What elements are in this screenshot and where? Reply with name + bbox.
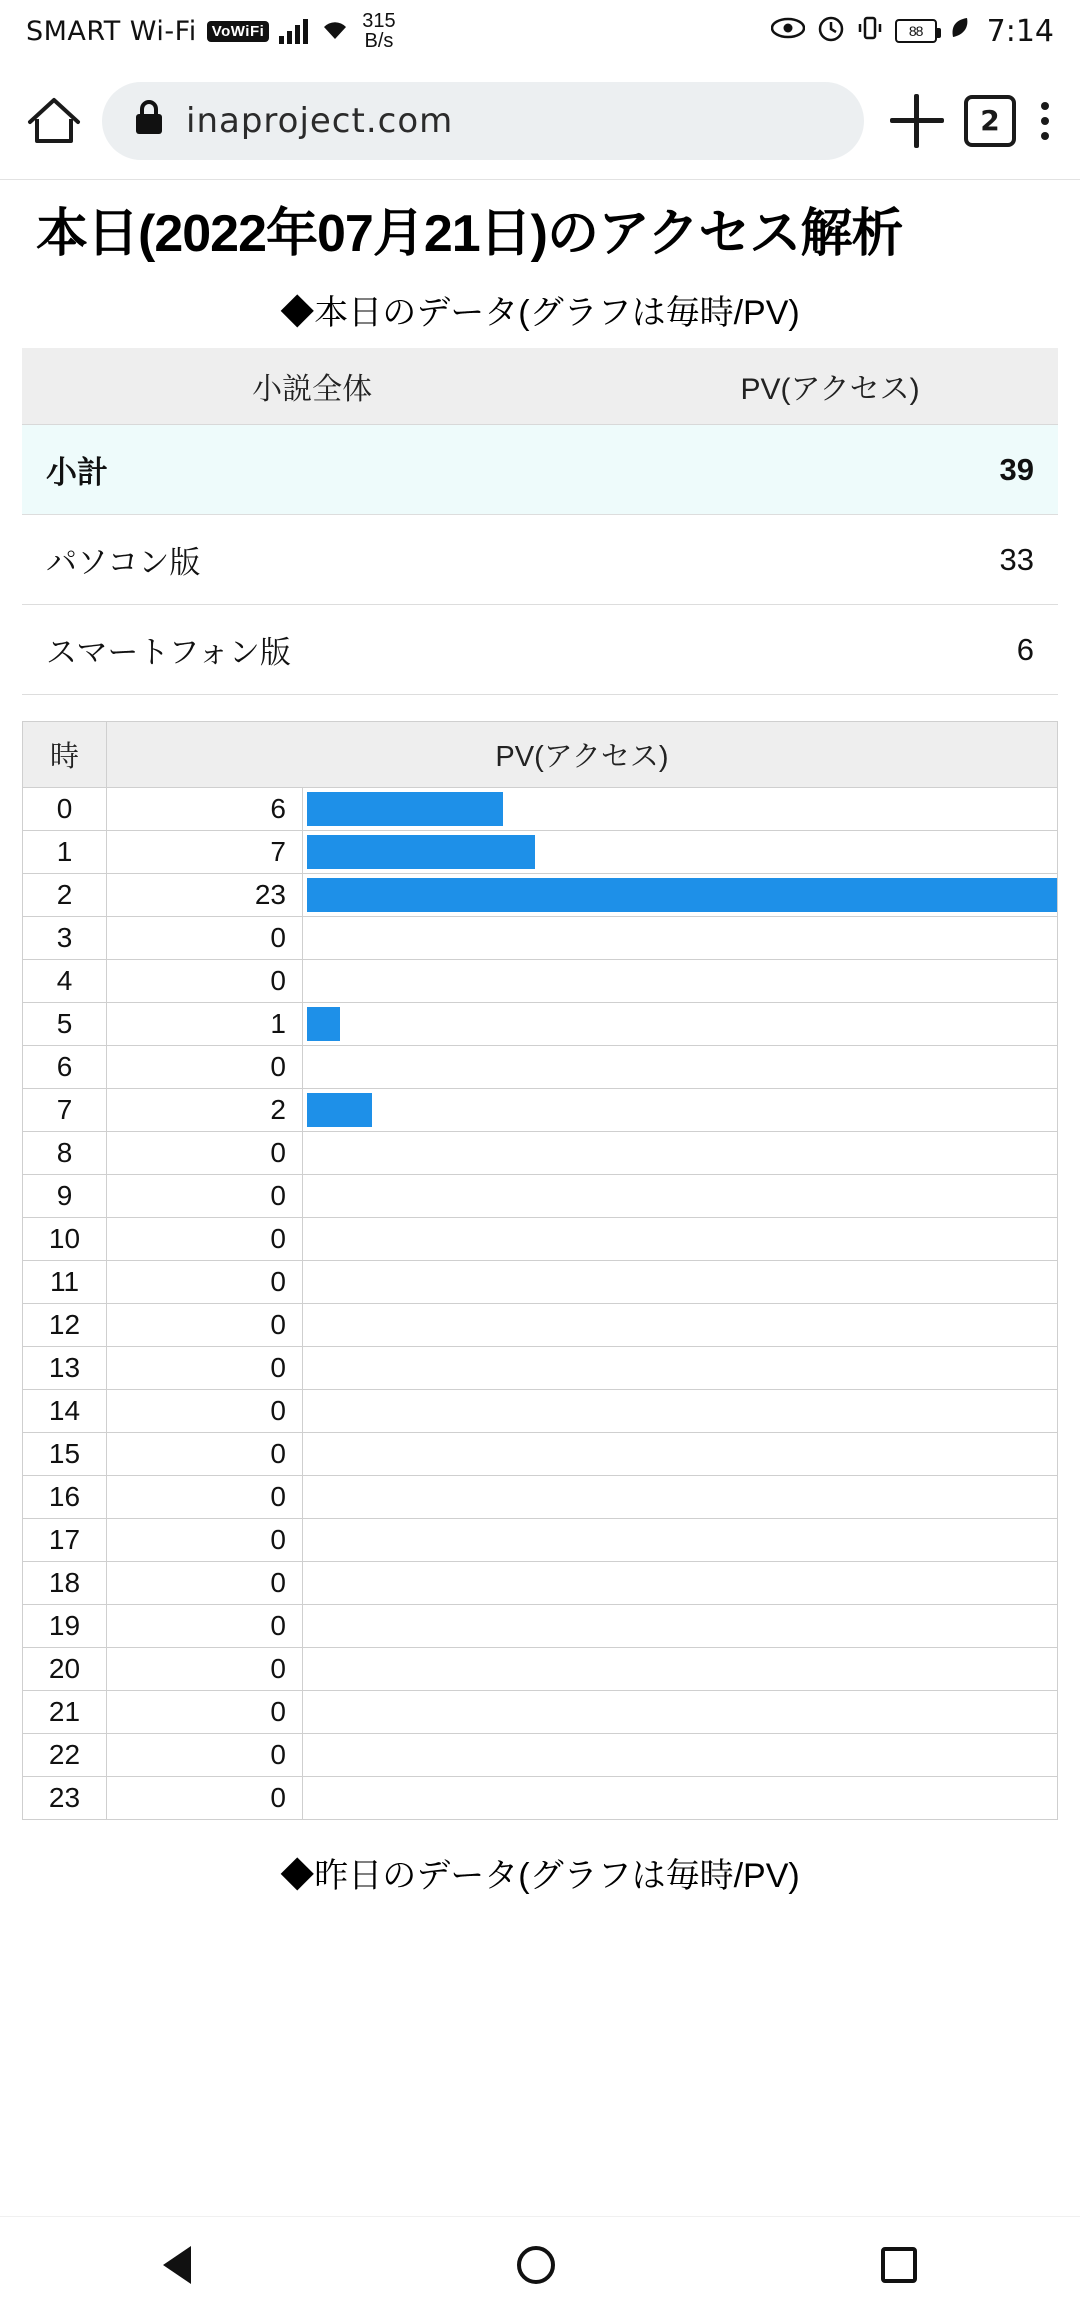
clock: 7:14: [986, 13, 1054, 49]
table-row: [23, 1519, 1058, 1562]
url-text[interactable]: inaproject.com: [186, 100, 454, 141]
hour-cell: 2: [23, 874, 107, 917]
hour-cell: 12: [23, 1304, 107, 1347]
pv-bar-cell: [303, 917, 1058, 960]
summary-row-value: 33: [602, 515, 1058, 605]
table-row: [23, 1304, 1058, 1347]
table-row: [23, 1734, 1058, 1777]
hour-cell: 16: [23, 1476, 107, 1519]
pv-bar-cell: [303, 1347, 1058, 1390]
pv-bar-cell: [303, 1648, 1058, 1691]
summary-table-header-row: [22, 348, 1058, 425]
summary-table-body: [22, 425, 1058, 695]
table-row: [23, 1175, 1058, 1218]
summary-row-label: スマートフォン版: [22, 605, 602, 695]
table-row: [22, 515, 1058, 605]
table-row: [23, 1046, 1058, 1089]
pv-value-cell: 1: [107, 1003, 303, 1046]
table-row: [23, 1648, 1058, 1691]
pv-bar: [307, 1093, 372, 1127]
network-speed: [362, 11, 395, 51]
hour-cell: 23: [23, 1777, 107, 1820]
summary-row-value: 39: [602, 425, 1058, 515]
battery-level: 88: [908, 23, 923, 39]
summary-header-value: PV(アクセス): [602, 348, 1058, 425]
pv-bar-cell: [303, 1691, 1058, 1734]
hour-cell: 1: [23, 831, 107, 874]
network-speed-unit: B/s: [364, 30, 394, 52]
vowifi-badge: VoWiFi: [207, 21, 270, 42]
table-row: [23, 1347, 1058, 1390]
hour-cell: 5: [23, 1003, 107, 1046]
wifi-icon: [318, 15, 352, 48]
pv-value-cell: 6: [107, 788, 303, 831]
pv-value-cell: 0: [107, 1734, 303, 1777]
table-row: [23, 1089, 1058, 1132]
system-navigation-bar: [0, 2216, 1080, 2312]
hour-cell: 20: [23, 1648, 107, 1691]
pv-bar-cell: [303, 874, 1058, 917]
table-row: [23, 831, 1058, 874]
page-title: 本日(2022年07月21日)のアクセス解析: [36, 205, 903, 263]
table-row: [23, 1390, 1058, 1433]
pv-value-cell: 0: [107, 1304, 303, 1347]
pv-value-cell: 0: [107, 1691, 303, 1734]
table-row: [23, 874, 1058, 917]
summary-table: [22, 348, 1058, 695]
table-row: [23, 1562, 1058, 1605]
pv-bar-cell: [303, 1734, 1058, 1777]
hour-cell: 4: [23, 960, 107, 1003]
table-row: [23, 1691, 1058, 1734]
network-speed-value: 315: [362, 10, 396, 32]
table-row: [23, 1003, 1058, 1046]
new-tab-button[interactable]: [890, 94, 944, 148]
table-row: [22, 425, 1058, 515]
pv-bar-cell: [303, 1132, 1058, 1175]
hour-cell: 10: [23, 1218, 107, 1261]
hourly-header-pv: PV(アクセス): [107, 722, 1058, 788]
table-row: [23, 788, 1058, 831]
pv-value-cell: 0: [107, 960, 303, 1003]
pv-bar-cell: [303, 1089, 1058, 1132]
hour-cell: 14: [23, 1390, 107, 1433]
pv-value-cell: 0: [107, 1132, 303, 1175]
hour-cell: 8: [23, 1132, 107, 1175]
leaf-icon: [949, 15, 971, 48]
back-icon[interactable]: [163, 2246, 191, 2284]
pv-bar: [307, 878, 1057, 912]
lock-icon: [132, 98, 166, 143]
pv-bar: [307, 792, 503, 826]
hour-cell: 0: [23, 788, 107, 831]
pv-bar-cell: [303, 1261, 1058, 1304]
status-bar-left: [26, 11, 771, 51]
eye-icon: [771, 16, 805, 47]
pv-value-cell: 0: [107, 1175, 303, 1218]
table-row: [23, 1777, 1058, 1820]
pv-value-cell: 0: [107, 1648, 303, 1691]
table-row: [23, 1218, 1058, 1261]
pv-bar-cell: [303, 960, 1058, 1003]
hourly-pv-table: [22, 721, 1058, 1820]
pv-value-cell: 0: [107, 1347, 303, 1390]
web-page-content: [0, 180, 1080, 2216]
status-bar-right: [771, 14, 1054, 49]
table-row: [23, 960, 1058, 1003]
recents-square-icon[interactable]: [881, 2247, 917, 2283]
hour-cell: 18: [23, 1562, 107, 1605]
pv-bar-cell: [303, 1304, 1058, 1347]
table-row: [22, 605, 1058, 695]
table-row: [23, 1132, 1058, 1175]
hour-cell: 19: [23, 1605, 107, 1648]
pv-bar-cell: [303, 1562, 1058, 1605]
status-bar: [0, 0, 1080, 62]
tab-switcher-button[interactable]: 2: [964, 95, 1016, 147]
carrier-label: SMART Wi-Fi: [26, 15, 197, 47]
hour-cell: 17: [23, 1519, 107, 1562]
pv-value-cell: 0: [107, 1777, 303, 1820]
hour-cell: 22: [23, 1734, 107, 1777]
pv-bar-cell: [303, 1777, 1058, 1820]
pv-value-cell: 0: [107, 1046, 303, 1089]
pv-value-cell: 0: [107, 1519, 303, 1562]
address-bar[interactable]: [102, 82, 864, 160]
summary-row-label: 小計: [22, 425, 602, 515]
summary-row-value: 6: [602, 605, 1058, 695]
browser-toolbar: [0, 62, 1080, 180]
hourly-header-hour: 時: [23, 722, 107, 788]
home-circle-icon[interactable]: [517, 2246, 555, 2284]
pv-bar: [307, 1007, 340, 1041]
pv-bar-cell: [303, 1046, 1058, 1089]
table-row: [23, 1476, 1058, 1519]
pv-value-cell: 0: [107, 1476, 303, 1519]
summary-header-label: 小説全体: [22, 348, 602, 425]
summary-row-label: パソコン版: [22, 515, 602, 605]
table-row: [23, 1433, 1058, 1476]
hour-cell: 21: [23, 1691, 107, 1734]
pv-value-cell: 0: [107, 1433, 303, 1476]
vibrate-icon: [857, 14, 883, 49]
pv-bar-cell: [303, 788, 1058, 831]
plus-icon: [890, 94, 944, 148]
pv-bar-cell: [303, 1519, 1058, 1562]
pv-bar: [307, 835, 535, 869]
hour-cell: 11: [23, 1261, 107, 1304]
pv-bar-cell: [303, 1218, 1058, 1261]
pv-value-cell: 23: [107, 874, 303, 917]
hour-cell: 15: [23, 1433, 107, 1476]
overflow-menu-icon[interactable]: [1036, 102, 1054, 140]
yesterday-section-heading: ◆昨日のデータ(グラフは毎時/PV): [280, 1857, 800, 1895]
pv-value-cell: 0: [107, 1562, 303, 1605]
pv-bar-cell: [303, 1390, 1058, 1433]
today-section-heading: ◆本日のデータ(グラフは毎時/PV): [280, 294, 800, 332]
pv-bar-cell: [303, 1605, 1058, 1648]
pv-bar-cell: [303, 831, 1058, 874]
battery-icon: [895, 19, 937, 43]
pv-value-cell: 0: [107, 1390, 303, 1433]
pv-bar-cell: [303, 1003, 1058, 1046]
alarm-icon: [817, 14, 845, 49]
signal-bars-icon: [279, 18, 308, 44]
table-row: [23, 917, 1058, 960]
hour-cell: 9: [23, 1175, 107, 1218]
pv-bar-cell: [303, 1433, 1058, 1476]
hour-cell: 13: [23, 1347, 107, 1390]
table-row: [23, 1605, 1058, 1648]
hour-cell: 6: [23, 1046, 107, 1089]
table-row: [23, 1261, 1058, 1304]
pv-bar-cell: [303, 1175, 1058, 1218]
hourly-table-header-row: [23, 722, 1058, 788]
hour-cell: 3: [23, 917, 107, 960]
pv-value-cell: 0: [107, 1218, 303, 1261]
hour-cell: 7: [23, 1089, 107, 1132]
pv-value-cell: 0: [107, 1261, 303, 1304]
hourly-table-body: [23, 788, 1058, 1820]
pv-value-cell: 2: [107, 1089, 303, 1132]
pv-value-cell: 7: [107, 831, 303, 874]
home-icon[interactable]: [26, 93, 82, 149]
pv-value-cell: 0: [107, 1605, 303, 1648]
pv-value-cell: 0: [107, 917, 303, 960]
pv-bar-cell: [303, 1476, 1058, 1519]
